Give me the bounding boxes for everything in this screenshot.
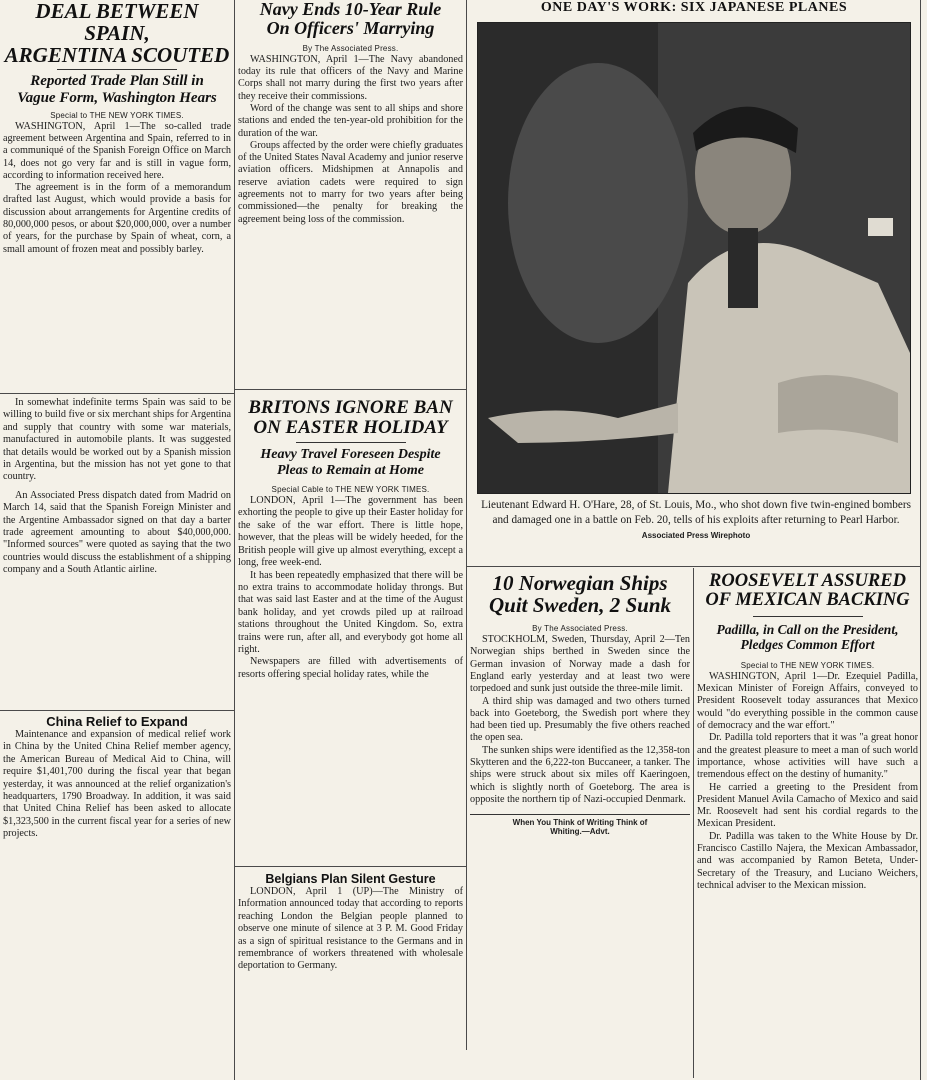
divider <box>753 616 863 617</box>
paragraph: He carried a greeting to the President from President Manuel Avila Camacho of Mexico and said Mr. Roosevelt had sent his cordial regards to the Mexican President. <box>697 781 918 830</box>
paragraph: The sunken ships were identified as the 12,358-ton Skytteren and the 6,222-ton Buccaneer, a tanker. The ships were struck about six miles off Kaeringoen, which is slightly north of Goeteborg. The area is opposite the northern tip of Nazi-occupied Denmark. <box>470 744 690 805</box>
section-rule <box>234 866 466 867</box>
article-spain-argentina <box>3 0 231 393</box>
article-roosevelt-mexico <box>697 572 918 1080</box>
column-rule <box>693 568 694 1078</box>
headline: On Officers' Marrying <box>266 17 435 38</box>
article-china-relief <box>3 714 231 924</box>
article-body <box>697 671 918 892</box>
headline: Quit Sweden, 2 Sunk <box>488 593 672 618</box>
paragraph: Dr. Padilla told reporters that it was "a great honor and the greatest pleasure to meet a man of such world importance, whose activities will have such a tremendous effect on the destiny of humanity." <box>697 732 918 781</box>
deck: Vague Form, Washington Hears <box>17 90 217 107</box>
headline: BRITONS IGNORE BAN <box>248 398 453 418</box>
column-rule <box>466 0 467 1050</box>
paragraph: Word of the change was sent to all ships and shore stations and ended the ten-year-old prohibition for the duration of the war. <box>238 102 463 139</box>
deck: Padilla, in Call on the President, <box>716 621 899 637</box>
caption-text: Lieutenant Edward H. O'Hare, 28, of St. Louis, Mo., who shot down five twin-engined bombers and damaged one in a battle on Feb. 20, tells of his exploits after returning to Pearl Harbor. <box>481 499 911 526</box>
article-body <box>3 121 231 256</box>
byline: Special Cable to THE NEW YORK TIMES. <box>271 485 430 495</box>
paragraph: Dr. Padilla was taken to the White House by Dr. Francisco Castillo Najera, the Mexican Ambassador, and was accompanied by Ramon Beteta, Under-Secretary of the Treasury, and Luciano Weichers, technical adviser to the Mexican mission. <box>697 830 918 891</box>
headline: Navy Ends 10-Year Rule <box>259 0 442 19</box>
divider <box>57 69 177 70</box>
paragraph: Newspapers are filled with advertisements of resorts offering special holiday rates, while the <box>238 656 463 680</box>
paragraph: In somewhat indefinite terms Spain was said to be willing to build five or six merchant ships for Argentina and supply that country with some war materials, manufactured in automobile plants. It was suggested that details would be worked out by a Spanish mission in Argentina, but the mission has not yet gone to that country. <box>3 397 231 483</box>
byline: Special to THE NEW YORK TIMES. <box>740 660 875 670</box>
section-rule <box>234 389 466 390</box>
headline: ON EASTER HOLIDAY <box>253 416 448 438</box>
photo-headline: ONE DAY'S WORK: SIX JAPANESE PLANES <box>540 0 848 15</box>
section-rule <box>0 710 234 711</box>
paragraph: STOCKHOLM, Sweden, Thursday, April 2—Ten Norwegian ships berthed in Sweden since the German invasion of Norway made a dash for England early yesterday and at least two were torpedoed and sunk just outside the three-mile limit. <box>470 634 690 695</box>
deck: Reported Trade Plan Still in <box>30 73 204 90</box>
paragraph: WASHINGTON, April 1—The Navy abandoned today its rule that officers of the Navy and Marine Corps shall not marry during the first two years after they receive their commissions. <box>238 53 463 102</box>
article-norwegian-ships <box>470 572 690 1072</box>
photo-illustration <box>478 23 910 493</box>
column-rule <box>234 0 235 1080</box>
paragraph: WASHINGTON, April 1—The so-called trade agreement between Argentina and Spain, referred to in a communiqué of the Spanish Foreign Office on March 14, does not go very far and is still in vague form, according to information received here. <box>3 120 231 181</box>
article-spain-argentina-cont <box>3 397 231 707</box>
divider <box>296 442 406 443</box>
paragraph: The agreement is in the form of a memorandum drafted last August, which would provide a basis for discussion about arrangements for Argentine credits of 80,000,000 pesos, or about $20,000,000, over a number of years, for the purchase by Spain of wheat, corn, a small amount of frozen meat and possibly barley. <box>3 182 231 255</box>
deck: Pledges Common Effort <box>740 637 875 653</box>
paragraph: A third ship was damaged and two others turned back into Goeteborg, the Swedish port where they had been tied up. Presumably the five others reached the open sea. <box>470 695 690 744</box>
headline: ARGENTINA SCOUTED <box>4 43 230 68</box>
article-body <box>238 495 463 681</box>
headline: Belgians Plan Silent Gesture <box>265 872 436 886</box>
deck: Pleas to Remain at Home <box>277 462 424 478</box>
paragraph: WASHINGTON, April 1—Dr. Ezequiel Padilla, Mexican Minister of Foreign Affairs, conveyed to President Roosevelt today assurances that Mexico would "do everything possible in the common cause of democracy and the war effort." <box>697 670 918 732</box>
article-body <box>3 397 231 577</box>
headline: DEAL BETWEEN SPAIN, <box>35 0 199 46</box>
paragraph: Maintenance and expansion of medical relief work in China by the United China Relief member agency, the American Bureau of Medical Aid to China, will require $1,401,700 during the fiscal year that began yesterday, it was announced at the relief organization's headquarters, 1790 Broadway. In addition, it was said that United China Relief has been asked to allocate $1,323,500 in the current fiscal year for a series of new projects. <box>3 729 231 840</box>
caption-text-wrap <box>476 498 916 543</box>
advertisement: When You Think of Writing Think of Whiting.—Advt. <box>512 818 648 837</box>
paragraph: LONDON, April 1 (UP)—The Ministry of Information announced today that according to reports reaching London the Belgian people planned to observe one minute of silence at 3 P. M. Good Friday as a sign of spiritual resistance to the Germans and in remembrance of workers threatened with wholesale deportation to Germany. <box>238 886 463 972</box>
headline: ROOSEVELT ASSURED <box>709 572 906 591</box>
divider <box>470 814 690 815</box>
paragraph: It has been repeatedly emphasized that there will be no extra trains to accommodate holiday throngs. But that was said last Easter and at the time of the August bank holiday, and yet crowds piled up at railroad stations throughout the United Kingdom. So, extra trains were run, after all, and everybody got home all right. <box>238 569 463 655</box>
photo-caption <box>476 498 916 562</box>
article-body <box>470 634 690 806</box>
headline: China Relief to Expand <box>46 714 188 729</box>
article-belgians-gesture <box>238 872 463 1042</box>
photo-lieutenant-ohare <box>477 22 911 494</box>
deck: Heavy Travel Foreseen Despite <box>260 446 441 462</box>
article-body <box>3 729 231 841</box>
byline: By The Associated Press. <box>302 43 399 53</box>
section-rule <box>466 566 920 567</box>
column-rule <box>920 0 921 1080</box>
article-navy-rule <box>238 0 463 388</box>
section-rule <box>0 393 234 394</box>
byline: By The Associated Press. <box>532 624 628 634</box>
headline: 10 Norwegian Ships <box>492 572 668 595</box>
headline: OF MEXICAN BACKING <box>705 590 910 611</box>
photo-credit: Associated Press Wirephoto <box>641 531 751 540</box>
byline: Special to THE NEW YORK TIMES. <box>50 110 184 120</box>
article-body <box>238 54 463 226</box>
article-body <box>238 886 463 973</box>
paragraph: LONDON, April 1—The government has been exhorting the people to give up their Easter holiday for the sake of the war effort. There is little hope, however, that the pleas will be widely heeded, for the British people will give up almost everything, except a long, free week-end. <box>238 495 463 569</box>
paragraph: Groups affected by the order were chiefly graduates of the United States Naval Academy and junior reserve aviation officers. Midshipmen at Annapolis and reserve aviation cadets were required to sign agreements not to marry for two years after being commissioned—the penalty for breaking the agreement being loss of the commission. <box>238 139 463 225</box>
paragraph: An Associated Press dispatch dated from Madrid on March 14, said that the Spanish Foreign Minister and the Argentine Ambassador signed on that day a barter trade agreement amounting to about $40,000,000. "Informed sources" were quoted as saying that the two countries would discuss the establishment of a shipping company and a South Atlantic airline. <box>3 489 231 576</box>
article-britons-easter <box>238 398 463 864</box>
